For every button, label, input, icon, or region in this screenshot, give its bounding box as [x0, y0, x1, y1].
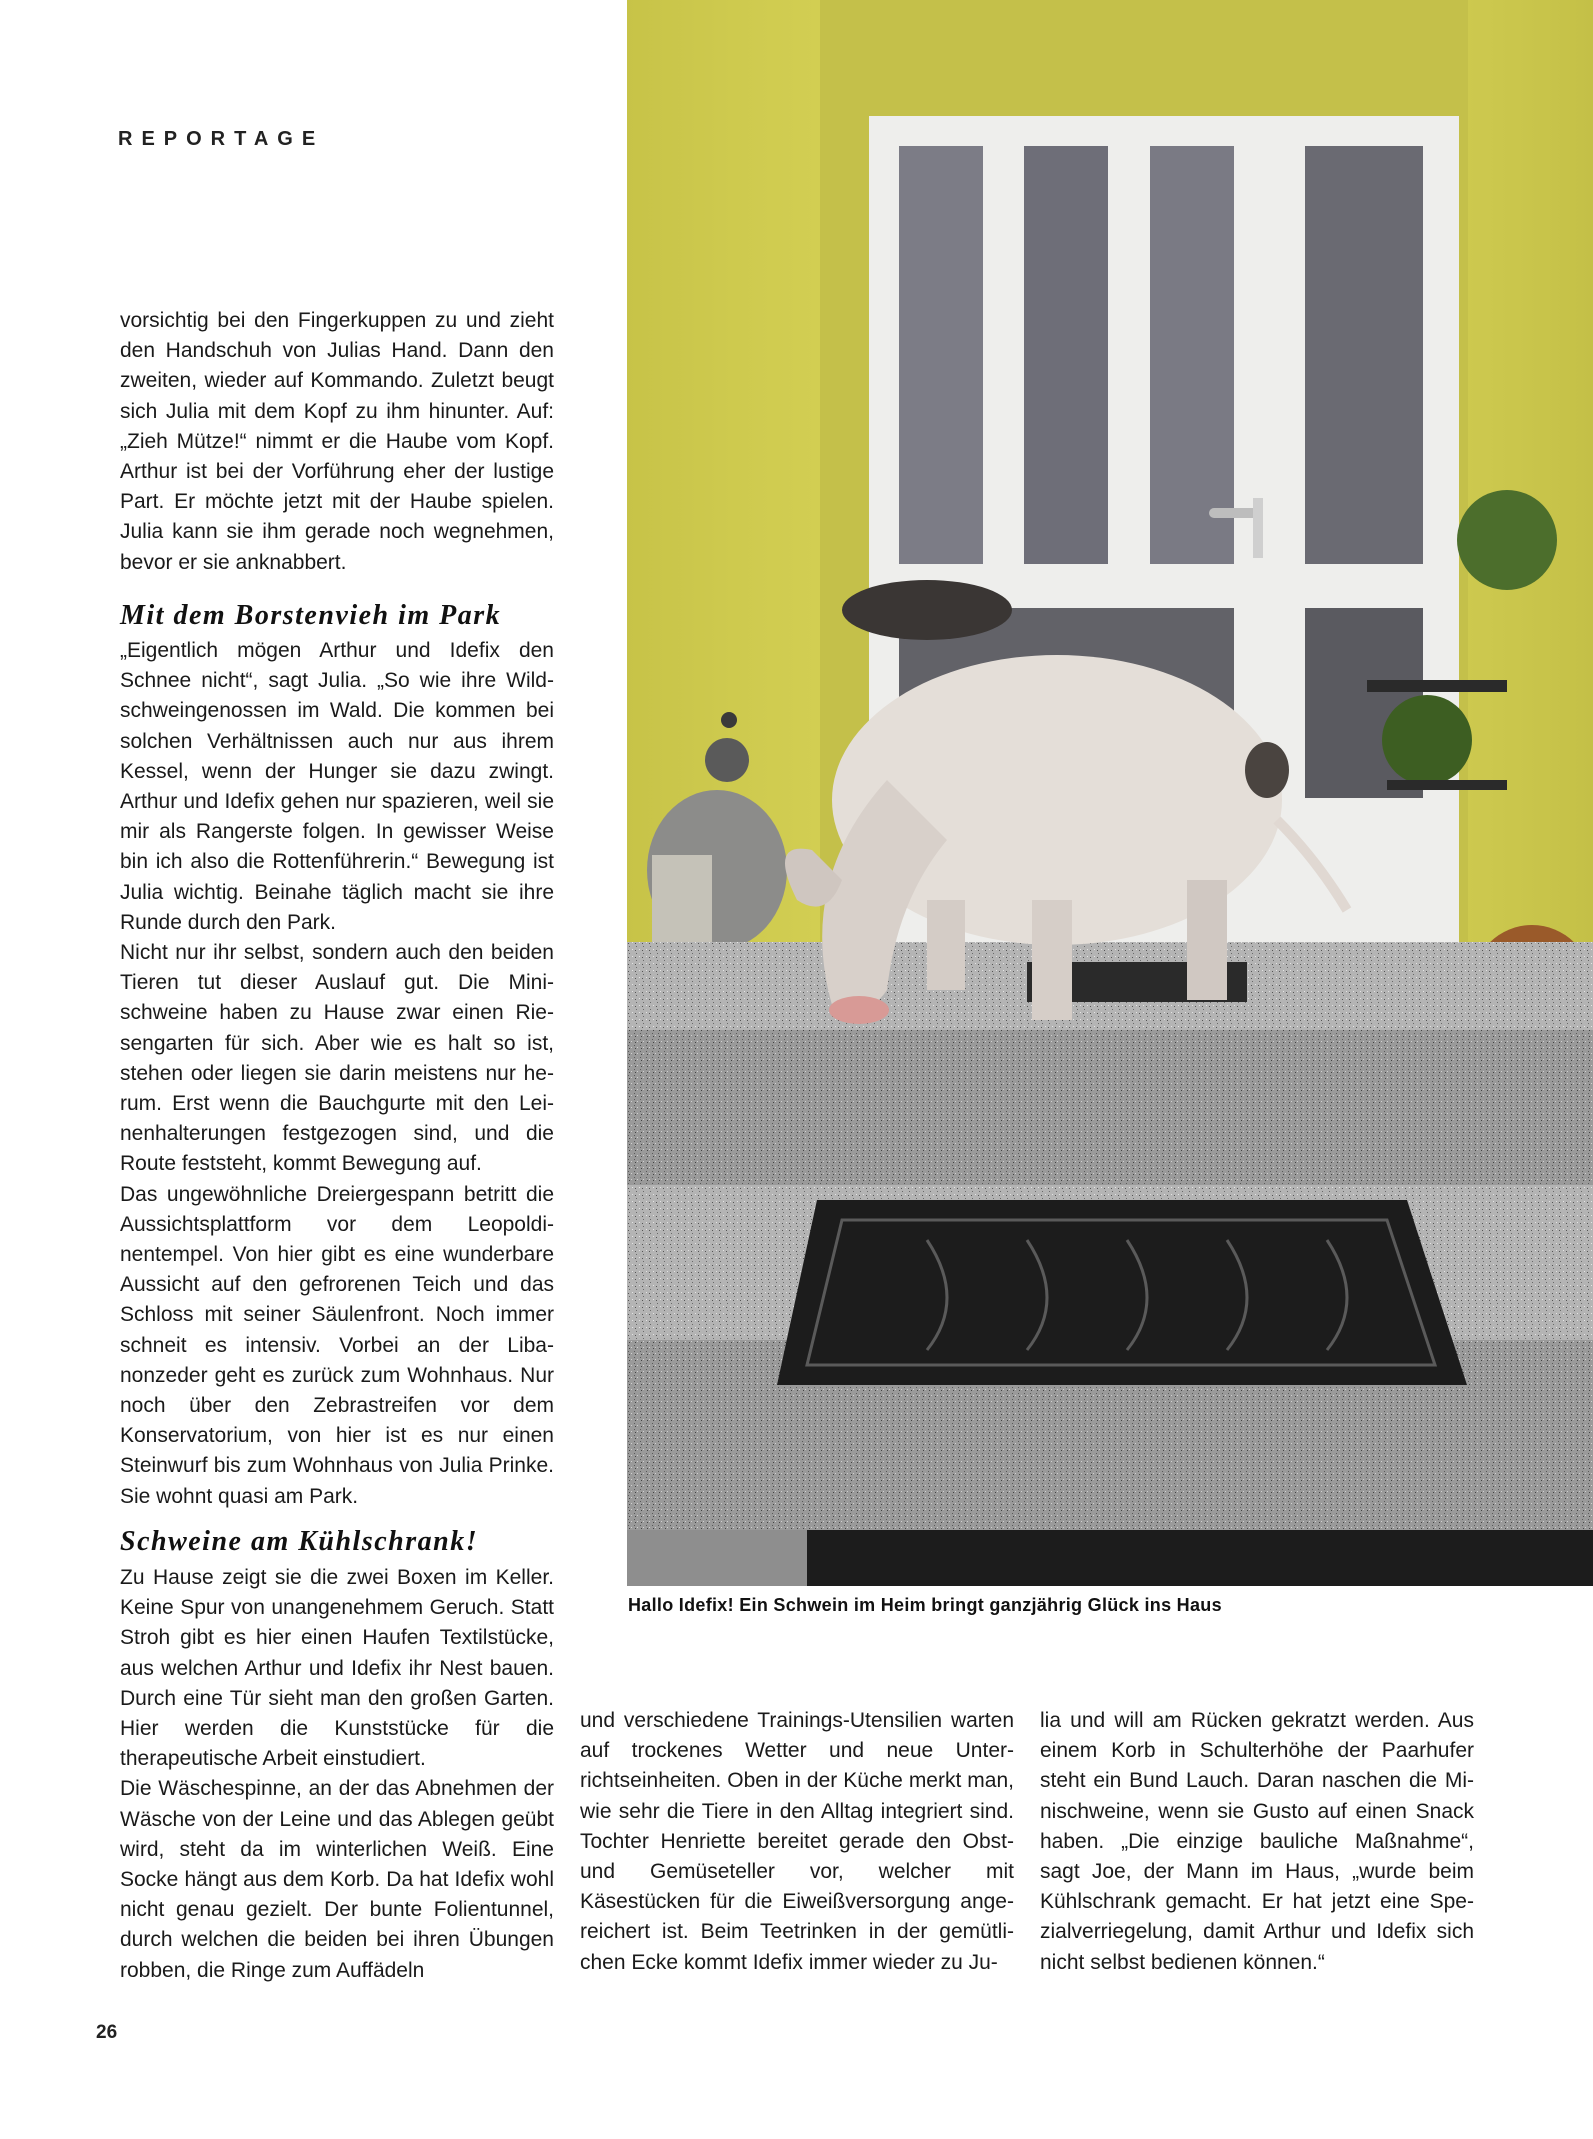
- article-column-3: [1040, 1706, 1474, 1978]
- doormat-1: [777, 1200, 1467, 1385]
- pig-photo: [627, 0, 1593, 1586]
- subheading-borstenvieh: Mit dem Borstenvieh im Park: [120, 600, 502, 631]
- article-column-1-end: [120, 1563, 554, 1986]
- paragraph-col3: lia und will am Rücken gekratzt werden. Aus einem Korb in Schulterhöhe der Paarhufer steht ein Bund Lauch. Daran naschen die Minischweine, wenn sie Gusto auf einen Snack haben. „Die einzige bauliche Maßnahme“, sagt Joe, der Mann im Haus, „wurde beim Kühlschrank gemacht. Er hat jetzt eine Spezialverriegelung, damit Arthur und Idefix sich nicht selbst bedienen können.“: [1040, 1709, 1474, 1974]
- page-number: 26: [96, 2022, 118, 2043]
- paragraph-3: Das ungewöhnliche Dreiergespann betritt die Aussichtsplattform vor dem Leopoldinentempel. Von hier gibt es eine wunderbare Aussicht auf den gefrorenen Teich und das Schloss mit seiner Säulenfront. Noch immer schneit es intensiv. Vorbei an der Libanonzeder geht es zurück zum Wohnhaus. Nur noch über den Zebrastreifen vor dem Konservatorium, von hier ist es nur einen Steinwurf bis zum Wohnhaus von Julia Prinke. Sie wohnt quasi am Park.: [120, 1182, 554, 1508]
- door-glass-3: [1150, 146, 1234, 564]
- paragraph-1: „Eigentlich mögen Arthur und Idefix den Schnee nicht“, sagt Julia. „So wie ihre Wildschweingenossen im Wald. Die kommen bei solchen Verhältnissen auch nur aus ihrem Kessel, wenn der Hunger sie dazu zwingt. Arthur und Idefix gehen nur spazieren, weil sie mir als Rangerste folgen. In gewisser Weise bin ich also die Rottenführerin.“ Bewegung ist Julia wichtig. Beinahe täglich macht sie ihre Runde durch den Park.: [120, 639, 554, 934]
- door-glass-side: [1305, 146, 1423, 564]
- door-glass-1: [899, 146, 983, 564]
- section-kicker: REPORTAGE: [118, 128, 325, 150]
- doormat-2: [807, 1530, 1593, 1586]
- paragraph-5: Die Wäschespinne, an der das Abnehmen der Wäsche von der Leine und das Ablegen geübt wird, steht da im winterlichen Weiß. Eine Socke hängt aus dem Korb. Da hat Idefix wohl nicht genau gezielt. Der bunte Folientunnel, durch welchen die beiden bei ihren Übungen robben, die Ringe zum Auffädeln: [120, 1777, 554, 1982]
- photo-caption: Hallo Idefix! Ein Schwein im Heim bringt ganzjährig Glück ins Haus: [628, 1595, 1222, 1615]
- step-1: [627, 1030, 1593, 1190]
- article-column-2: [580, 1706, 1014, 1978]
- plant-right: [1457, 490, 1557, 590]
- paragraph-2: Nicht nur ihr selbst, sondern auch den beiden Tieren tut dieser Auslauf gut. Die Minischweine haben zu Hause zwar einen Riesengarten für sich. Aber wie es halt so ist, stehen oder liegen sie darin meistens nur herum. Erst wenn die Bauchgurte mit den Leinenhalterungen festgezogen sind, und die Route feststeht, kommt Bewegung auf.: [120, 941, 554, 1176]
- door-glass-2: [1024, 146, 1108, 564]
- paragraph-col2: und verschiedene Trainings-Utensilien warten auf trockenes Wetter und neue Unterrichtseinheiten. Oben in der Küche merkt man, wie sehr die Tiere in den Alltag integriert sind. Tochter Henriette bereitet gerade den Obst- und Gemüseteller vor, welcher mit Käsestücken für die Eiweißversorgung angereichert ist. Beim Teetrinken in der gemütlichen Ecke kommt Idefix immer wieder zu Ju-: [580, 1709, 1014, 1974]
- paragraph-intro: vorsichtig bei den Fingerkuppen zu und zieht den Handschuh von Julias Hand. Dann den zweiten, wieder auf Kommando. Zuletzt beugt sich Julia mit dem Kopf zu ihm hinunter. Auf: „Zieh Mütze!“ nimmt er die Haube vom Kopf. Arthur ist bei der Vorführung eher der lustige Part. Er möchte jetzt mit der Haube spielen. Julia kann sie ihm gerade noch wegnehmen, bevor er sie anknabbert.: [120, 309, 554, 574]
- article-column-1-body: [120, 636, 554, 1512]
- paragraph-4: Zu Hause zeigt sie die zwei Boxen im Keller. Keine Spur von unangenehmem Geruch. Statt Stroh gibt es hier einen Haufen Textilstücke, aus welchen Arthur und Idefix ihr Nest bauen. Durch eine Tür sieht man den großen Garten. Hier werden die Kunststücke für die therapeutische Arbeit einstudiert.: [120, 1566, 554, 1771]
- article-column-1-intro: [120, 306, 554, 578]
- subheading-kuehlschrank: Schweine am Kühlschrank!: [120, 1526, 479, 1557]
